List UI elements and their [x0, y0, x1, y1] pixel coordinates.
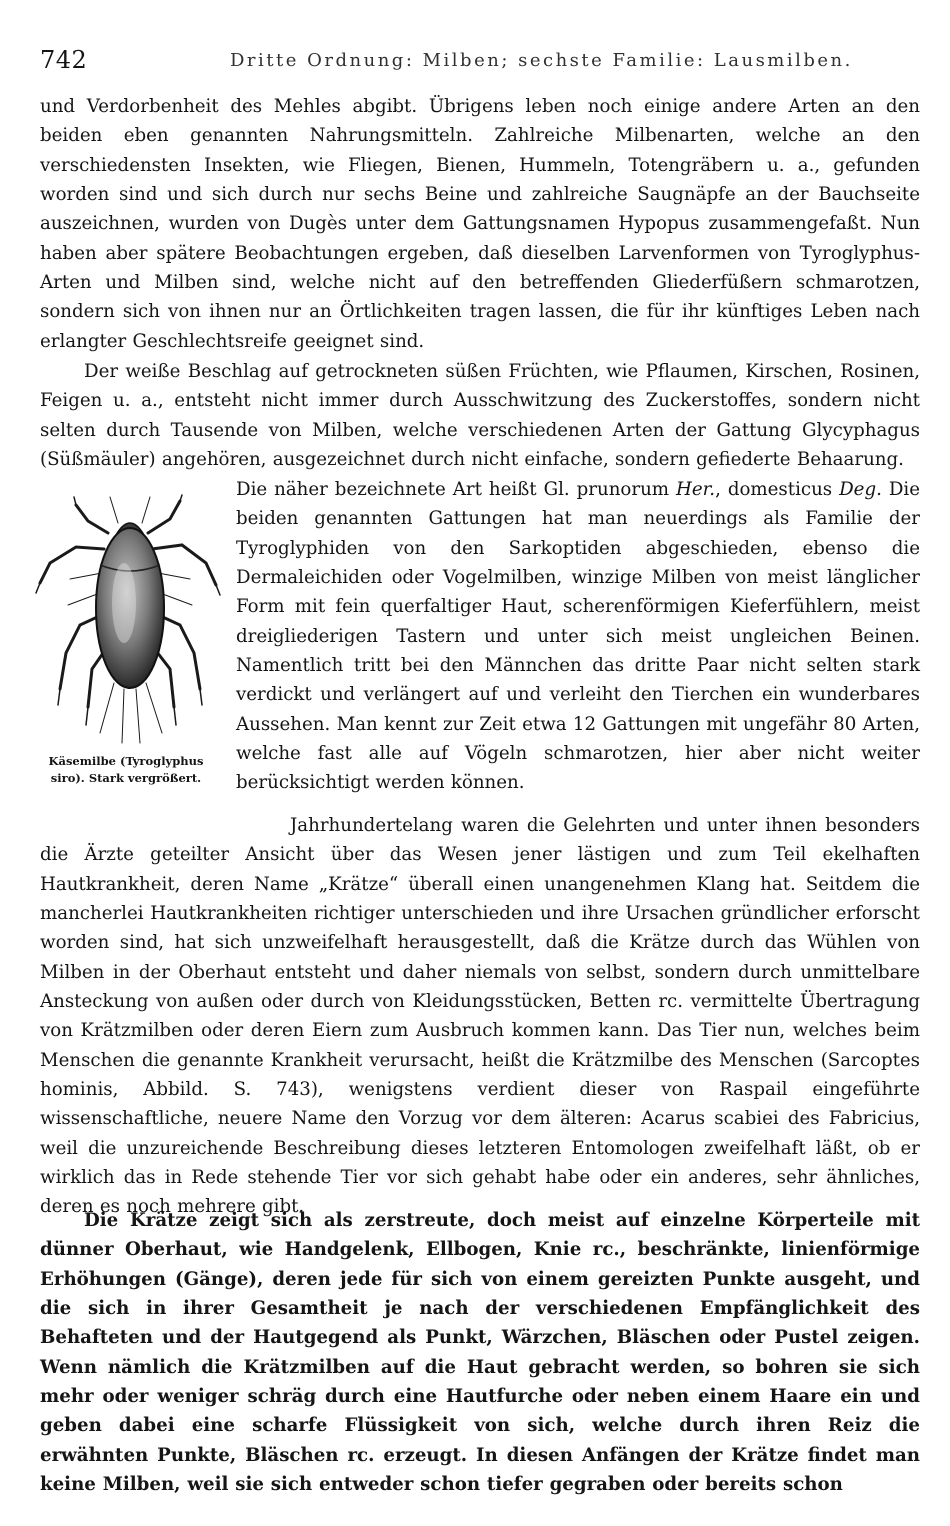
page-number: 742 — [40, 46, 88, 74]
paragraph-5: Die Krätze zeigt sich als zerstreute, doch meist auf einzelne Körperteile mit dünner Oberhaut, wie Handgelenk, Ellbogen, Knie rc., beschränkte, linienförmige Erhöhungen (Gänge), deren jede für sich von einem gereizten Punkte ausgeht, und die sich in ihrer Gesamtheit je nach der verschiedenen Empfänglichkeit des Behafteten und der Hautgegend als Punkt, Wärzchen, Bläschen oder Pustel zeigen. Wenn nämlich die Krätzmilben auf die Haut gebracht werden, so bohren sie sich mehr oder weniger schräg durch eine Hautfurche oder neben einem Haare ein und geben dabei eine scharfe Flüssigkeit von sich, welche durch ihren Reiz die erwähnten Punkte, Bläschen rc. erzeugt. In diesen Anfängen der Krätze findet man keine Milben, weil sie sich entweder schon tiefer gegraben oder bereits schon — [40, 1210, 920, 1496]
paragraph-3-text-b: , domesticus — [715, 479, 840, 500]
author-deg: Deg. — [839, 479, 882, 500]
running-head: Dritte Ordnung: Milben; sechste Familie: Lausmilben. — [230, 50, 853, 71]
page-header — [40, 46, 920, 86]
figure — [30, 493, 230, 813]
author-her: Her. — [675, 479, 716, 500]
paragraph-4: Jahrhundertelang waren die Gelehrten und unter ihnen besonders die Ärzte geteilter Ansicht über das Wesen jener lästigen und zum Teil ekelhaften Hautkrankheit, deren Name „Krätze“ überall einen unangenehmen Klang hat. Seitdem die mancherlei Hautkrankheiten richtiger unterschieden und ihre Ursachen gründlicher erforscht worden sind, hat sich unzweifelhaft herausgestellt, daß die Krätze durch das Wühlen von Milben in der Oberhaut entsteht und daher niemals von selbst, sondern durch unmittelbare Ansteckung von außen oder durch von Kleidungsstücken, Betten rc. vermittelte Übertragung von Krätzmilben oder deren Eiern zum Ausbruch kommen kann. Das Tier nun, welches beim Menschen die genannte Krankheit verursacht, heißt die Krätzmilbe des Menschen (Sarcoptes hominis, Abbild. S. 743), wenigstens verdient dieser von Raspail eingeführte wissenschaftliche, neuere Name den Vorzug vor dem älteren: Acarus scabiei des Fabricius, weil die unzureichende Beschreibung dieses letzteren Entomologen zweifelhaft läßt, ob er wirklich das in Rede stehende Tier vor sich gehabt habe oder ein anderes, sehr ähnliches, deren es noch mehrere gibt. — [40, 815, 920, 1218]
figure-caption: Käsemilbe (Tyroglyphus siro). Stark vergrößert. — [48, 754, 204, 785]
paragraph-3-text-c: Die beiden genannten Gattungen hat man neuerdings als Familie der Tyroglyphiden von den Sarkoptiden abgeschieden, ebenso die Dermaleichiden oder Vogelmilben, winzige Milben von meist länglicher Form mit fein querfaltiger Haut, scherenförmigen Kieferfühlern, meist dreigliederigen Tastern und unter sich meist ungleichen Beinen. Namentlich tritt bei den Männchen das dritte Paar nicht selten stark verdickt und verlängert auf und verleiht den Tierchen ein wunderbares Aussehen. Man kennt zur Zeit etwa 12 Gattungen mit ungefähr 80 Arten, welche fast alle auf Vögeln schmarotzen, hier aber nicht weiter berücksichtigt werden können. — [236, 479, 920, 794]
paragraph-3-text-a: Die näher bezeichnete Art heißt Gl. prunorum — [236, 479, 676, 500]
paragraph-3 — [236, 475, 920, 798]
mite-illustration-icon — [30, 493, 230, 748]
paragraph-2: Der weiße Beschlag auf getrockneten süßen Früchten, wie Pflaumen, Kirschen, Rosinen, Feigen u. a., entsteht nicht immer durch Ausschwitzung des Zuckerstoffes, sondern nicht selten durch Tausende von Milben, welche verschiedenen Arten der Gattung Glycyphagus (Süßmäuler) angehören, ausgezeichnet durch nicht einfache, sondern gefiederte Behaarung. — [40, 361, 920, 471]
paragraph-1: und Verdorbenheit des Mehles abgibt. Übrigens leben noch einige andere Arten an den beiden eben genannten Nahrungsmitteln. Zahlreiche Milbenarten, welche an den verschiedensten Insekten, wie Fliegen, Bienen, Hummeln, Totengräbern u. a., gefunden worden sind und sich durch nur sechs Beine und zahlreiche Saugnäpfe an der Bauchseite auszeichnen, wurden von Dugès unter dem Gattungsnamen Hypopus zusammengefaßt. Nun haben aber spätere Beobachtungen ergeben, daß dieselben Larvenformen von Tyroglyphus-Arten und Milben sind, welche nicht auf den betreffenden Gliederfüßern schmarotzen, sondern sich von ihnen nur an Örtlichkeiten tragen lassen, die für ihr künftiges Leben nach erlangter Geschlechtsreife geeignet sind. — [40, 96, 920, 352]
